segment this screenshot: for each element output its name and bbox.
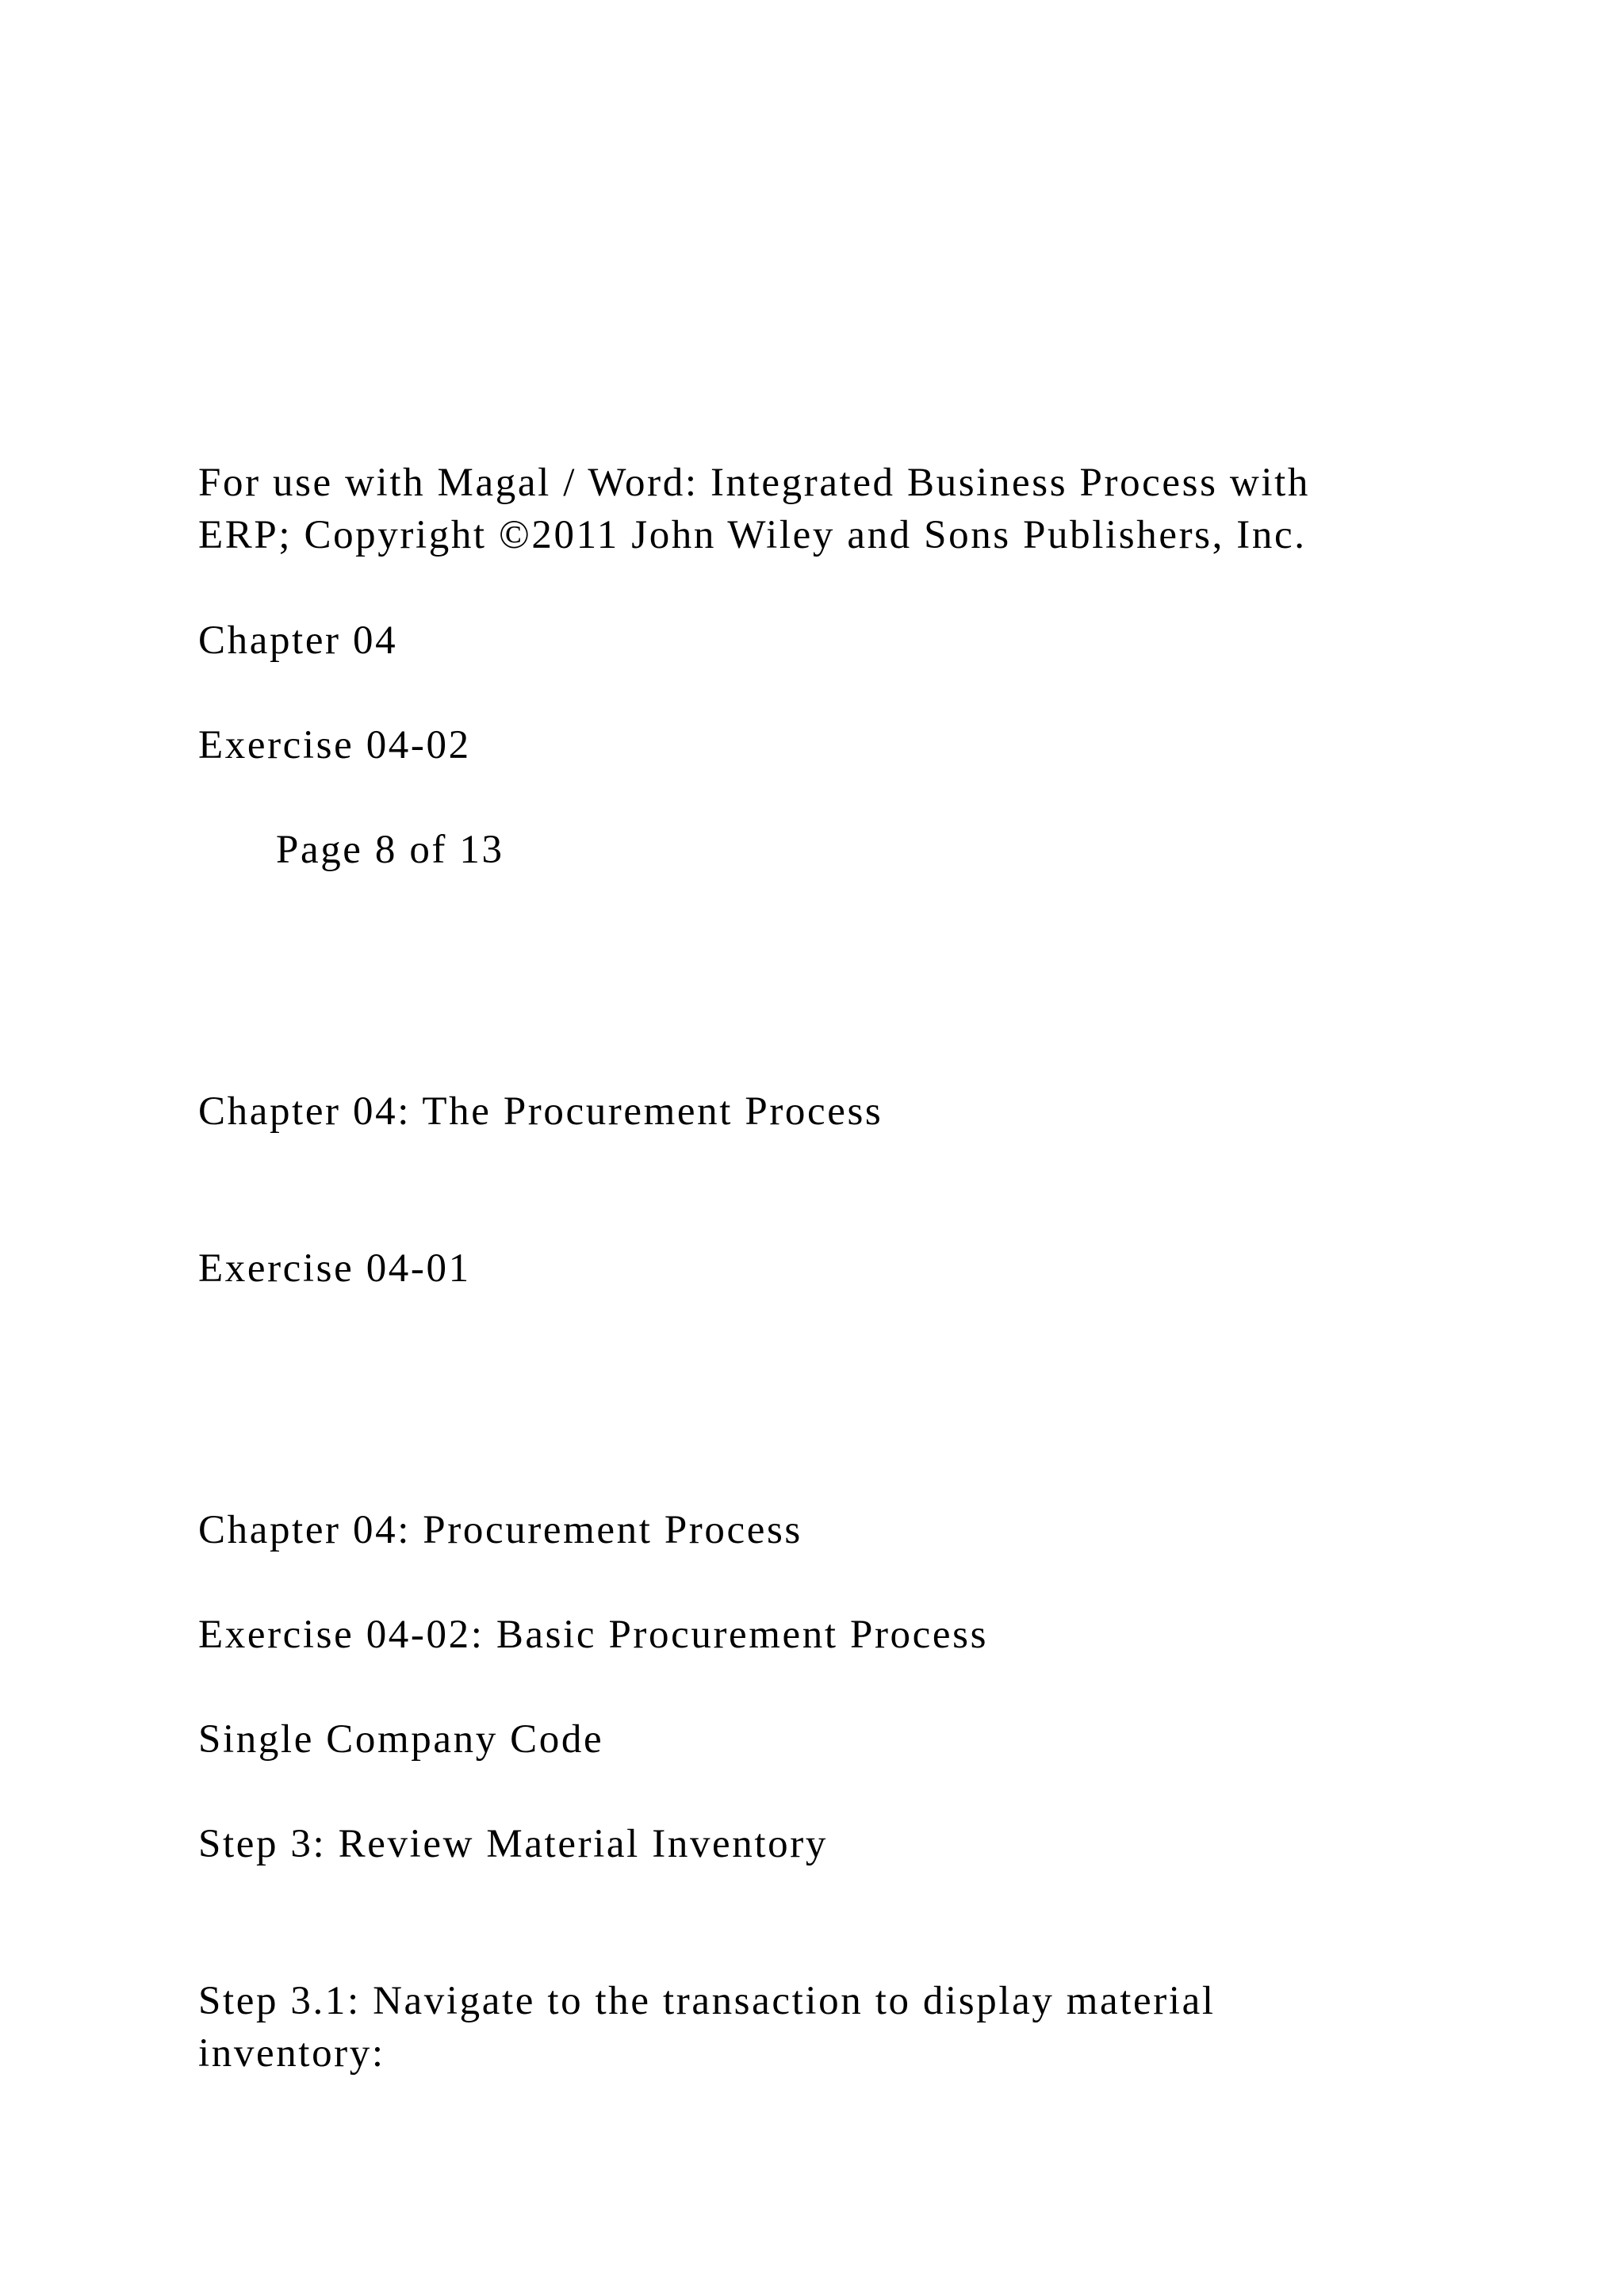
exercise-label: Exercise 04-02 bbox=[198, 723, 471, 767]
exercise-subtitle: Exercise 04-01 bbox=[198, 1246, 471, 1291]
usage-line-2: ERP; Copyright ©2011 John Wiley and Sons Publishers, Inc. bbox=[198, 513, 1307, 557]
substep-line-2: inventory: bbox=[198, 2031, 385, 2076]
page-number: Page 8 of 13 bbox=[276, 828, 504, 872]
company-code-heading: Single Company Code bbox=[198, 1717, 604, 1762]
chapter-label: Chapter 04 bbox=[198, 618, 398, 663]
exercise-heading: Exercise 04-02: Basic Procurement Process bbox=[198, 1613, 989, 1657]
chapter-title: Chapter 04: The Procurement Process bbox=[198, 1089, 883, 1134]
step-heading: Step 3: Review Material Inventory bbox=[198, 1822, 828, 1866]
usage-line-1: For use with Magal / Word: Integrated Business Process with bbox=[198, 461, 1310, 505]
chapter-heading: Chapter 04: Procurement Process bbox=[198, 1508, 802, 1552]
substep-line-1: Step 3.1: Navigate to the transaction to display material bbox=[198, 1979, 1216, 2023]
